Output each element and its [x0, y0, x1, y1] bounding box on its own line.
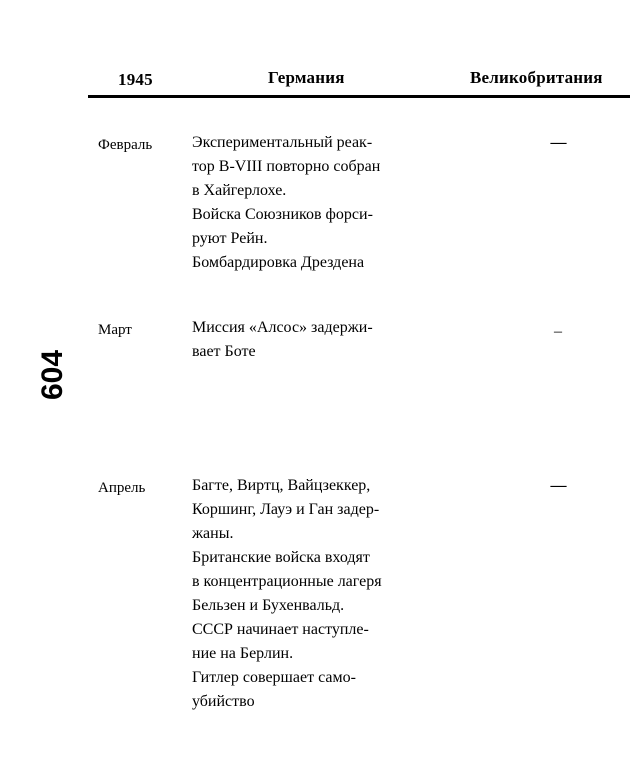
page-number: 604 [36, 349, 69, 401]
cell-germany [192, 316, 442, 364]
text-line: Бельзен и Бухенвальд. [192, 597, 345, 614]
empty-dash: – [554, 323, 562, 340]
text-line: тор B-VIII повторно собран [192, 158, 381, 175]
empty-dash: — [550, 134, 566, 151]
table-row [88, 131, 630, 316]
text-line: Миссия «Алсос» задержи- [192, 319, 373, 336]
text-line: Багте, Виртц, Вайцзеккер, [192, 477, 371, 494]
cell-germany [192, 131, 442, 275]
cell-germany [192, 474, 442, 714]
text-line: убийство [192, 693, 255, 710]
cell-month: Февраль [98, 137, 153, 153]
cell-great-britain [488, 474, 628, 498]
text-line: жаны. [192, 525, 234, 542]
text-line: Коршинг, Лауэ и Ган задер- [192, 501, 380, 518]
text-line: Бомбардировка Дрездена [192, 254, 365, 271]
text-line: Экспериментальный реак- [192, 134, 373, 151]
table-row [88, 316, 630, 474]
empty-dash: — [550, 477, 566, 494]
cell-month: Апрель [98, 480, 146, 496]
text-line: вает Боте [192, 343, 256, 360]
text-line: в концентрационные лагеря [192, 573, 382, 590]
text-line: в Хайгерлохе. [192, 182, 287, 199]
table-row [88, 474, 630, 710]
column-header-great-britain: Великобритания [470, 68, 603, 87]
column-header-year: 1945 [118, 70, 153, 89]
text-line: СССР начинает наступле- [192, 621, 369, 638]
page-folio [18, 340, 88, 410]
text-line: ние на Берлин. [192, 645, 294, 662]
chronology-table [88, 62, 630, 710]
table-header-row [88, 62, 630, 95]
cell-month: Март [98, 322, 132, 338]
text-line: Британские войска входят [192, 549, 370, 566]
text-line: Войска Союзников форси- [192, 206, 373, 223]
cell-great-britain [488, 320, 628, 344]
text-line: руют Рейн. [192, 230, 268, 247]
header-rule [88, 95, 630, 98]
text-line: Гитлер совершает само- [192, 669, 356, 686]
table-body [88, 131, 630, 710]
cell-great-britain [488, 131, 628, 155]
column-header-germany: Германия [268, 68, 345, 87]
